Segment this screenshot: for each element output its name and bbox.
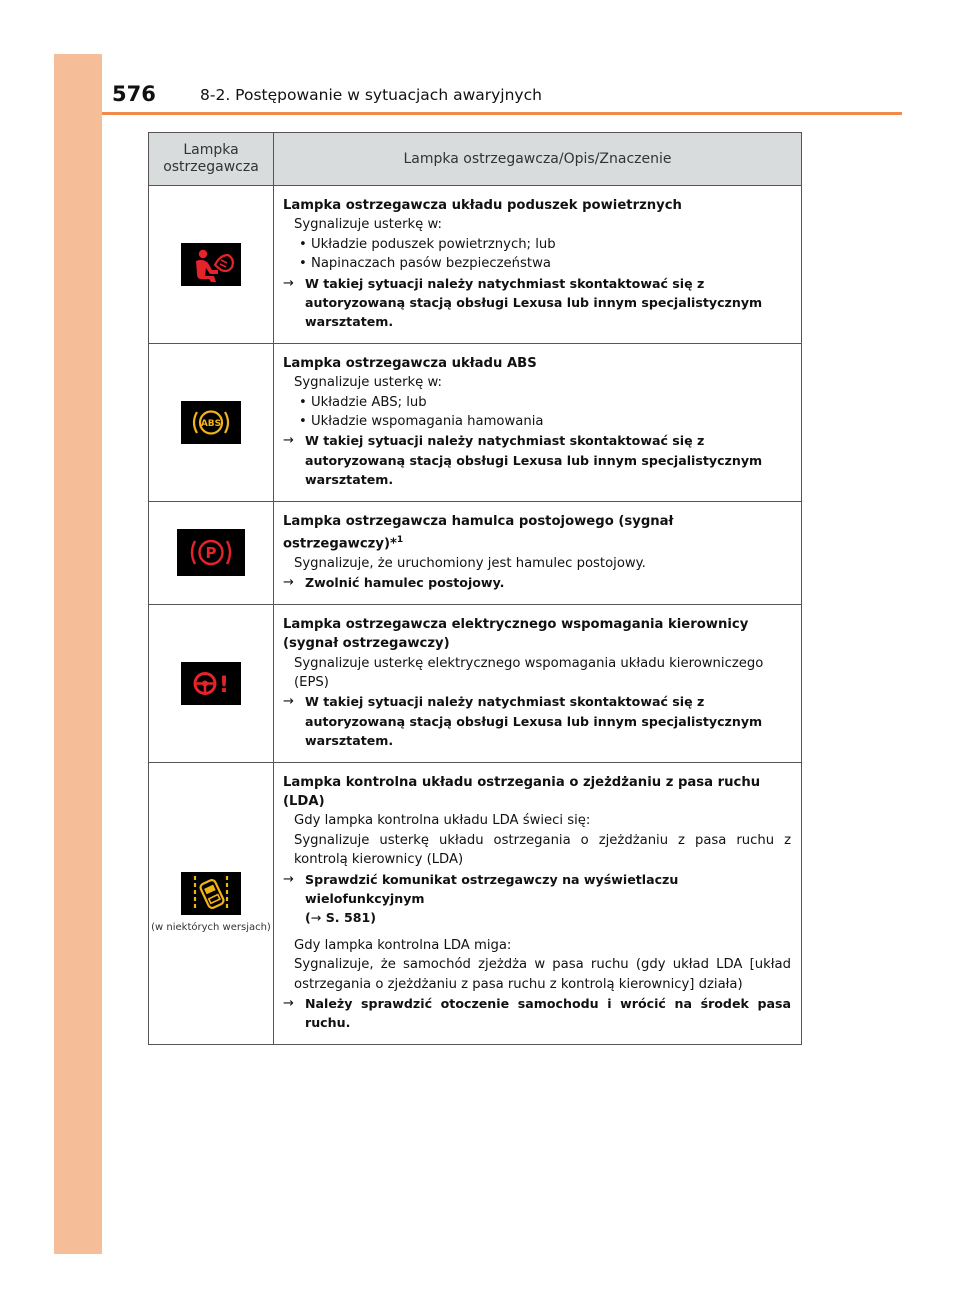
lamp-text: Sygnalizuje usterkę układu ostrzegania o zjeżdżaniu z pasa ruchu z kontrolą kierownicy (LDA) <box>294 832 791 868</box>
eps-icon-text: ! <box>218 672 230 698</box>
action-line <box>283 870 791 928</box>
section-title: 8-2. Postępowanie w sytuacjach awaryjnych <box>200 86 542 104</box>
arrow-icon: → <box>283 575 294 591</box>
lamp-description-cell <box>274 604 802 762</box>
lamp-intro: Sygnalizuje usterkę w: <box>294 375 442 391</box>
lamp-version-note: (w niektórych wersjach) <box>151 921 271 933</box>
table-row <box>149 604 802 762</box>
col-header-lamp-line1: Lampka <box>183 142 239 159</box>
lamp-description-cell <box>274 186 802 344</box>
lamp-description-cell <box>274 343 802 501</box>
airbag-warning-icon <box>181 243 241 286</box>
bullet-item: • Napinaczach pasów bezpieczeństwa <box>299 256 551 272</box>
lamp-icon-cell <box>149 762 274 1044</box>
col-header-lamp-line2: ostrzegawcza <box>163 159 259 175</box>
bullet-item: • Układzie ABS; lub <box>299 394 427 410</box>
lamp-intro: Sygnalizuje usterkę w: <box>294 217 442 233</box>
col-header-lamp <box>149 133 274 186</box>
lamp-intro: Gdy lampka kontrolna LDA miga: <box>294 937 512 953</box>
table-row <box>149 762 802 1044</box>
abs-icon-text: ABS <box>200 418 222 429</box>
eps-warning-icon <box>181 662 241 705</box>
page-header <box>112 82 902 110</box>
action-line <box>283 994 791 1033</box>
lamp-description-cell <box>274 762 802 1044</box>
action-text: Należy sprawdzić otoczenie samochodu i wrócić na środek pasa ruchu. <box>305 996 791 1031</box>
lamp-intro: Sygnalizuje, że uruchomiony jest hamulec postojowy. <box>294 555 646 571</box>
lamp-title: Lampka ostrzegawcza hamulca postojowego (sygnał ostrzegawczy)*$^1$ <box>283 513 674 552</box>
lamp-icon-cell <box>149 343 274 501</box>
parking-icon-text: P <box>205 544 217 563</box>
lamp-title: Lampka ostrzegawcza układu ABS <box>283 355 537 371</box>
lamp-text: Sygnalizuje, że samochód zjeżdża w pasa ruchu (gdy układ LDA [układ ostrzegania o zjeżdżaniu z pasa ruchu z kontrolą kierownicy] działa) <box>294 957 791 992</box>
arrow-icon: → <box>283 871 294 887</box>
col-header-description: Lampka ostrzegawcza/Opis/Znaczenie <box>274 133 802 186</box>
bullet-item: • Układzie wspomagania hamowania <box>299 414 544 430</box>
table-row <box>149 501 802 604</box>
bullet-item: • Układzie poduszek powietrznych; lub <box>299 236 556 252</box>
action-text: W takiej sytuacji należy natychmiast skontaktować się z autoryzowaną stacją obsługi Lexusa lub innym specjalistycznym warsztatem. <box>305 433 763 488</box>
lamp-title: Lampka ostrzegawcza układu poduszek powietrznych <box>283 198 682 213</box>
lamp-title: Lampka kontrolna układu ostrzegania o zjeżdżaniu z pasa ruchu (LDA) <box>283 774 761 809</box>
warning-lamps-table <box>148 132 802 1045</box>
lamp-intro: Gdy lampka kontrolna układu LDA świeci się: <box>294 813 591 829</box>
action-text: W takiej sytuacji należy natychmiast skontaktować się z autoryzowaną stacją obsługi Lexusa lub innym specjalistycznym warsztatem. <box>305 694 763 749</box>
action-line <box>283 692 791 750</box>
arrow-icon: → <box>283 996 294 1012</box>
action-line <box>283 573 791 592</box>
lane-departure-icon <box>181 872 241 915</box>
arrow-icon: → <box>283 433 294 449</box>
arrow-icon: → <box>283 694 294 710</box>
action-text: Zwolnić hamulec postojowy. <box>305 575 505 591</box>
lamp-intro: Sygnalizuje usterkę elektrycznego wspomagania układu kierowniczego (EPS) <box>294 655 764 690</box>
table-row <box>149 343 802 501</box>
header-rule <box>102 112 902 115</box>
page-number: 576 <box>112 82 156 106</box>
table-header-row <box>149 133 802 186</box>
side-tab-strip <box>54 54 102 1254</box>
action-line <box>283 431 791 489</box>
lamp-icon-cell <box>149 186 274 344</box>
table-row <box>149 186 802 344</box>
lamp-description-cell <box>274 501 802 604</box>
action-text: W takiej sytuacji należy natychmiast skontaktować się z autoryzowaną stacją obsługi Lexusa lub innym specjalistycznym warsztatem. <box>305 275 763 330</box>
abs-warning-icon <box>181 401 241 444</box>
arrow-icon: → <box>283 275 294 291</box>
page-reference-link[interactable]: S. 581) <box>325 910 377 926</box>
action-line <box>283 274 791 332</box>
lamp-icon-cell <box>149 604 274 762</box>
footnote-sup: 1 <box>396 535 404 546</box>
lamp-title: Lampka ostrzegawcza elektrycznego wspomagania kierownicy (sygnał ostrzegawczy) <box>283 616 749 652</box>
lamp-icon-cell <box>149 501 274 604</box>
action-text: Sprawdzić komunikat ostrzegawczy na wyświetlaczu wielofunkcyjnym (→ S. 581) <box>305 871 679 926</box>
parking-brake-warning-icon <box>177 529 245 576</box>
